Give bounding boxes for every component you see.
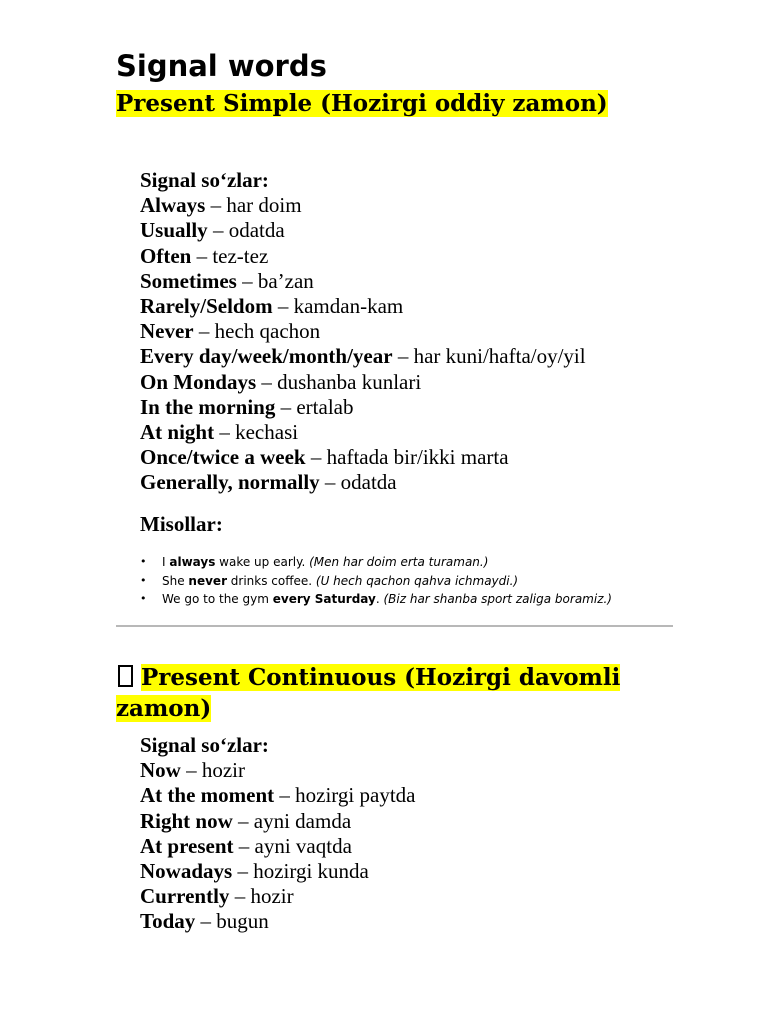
separator: – bbox=[392, 344, 414, 369]
separator: – bbox=[193, 319, 215, 344]
example-translation: (Men har doim erta turaman.) bbox=[309, 555, 489, 569]
signal-meaning: hech qachon bbox=[214, 319, 321, 344]
list-item bbox=[140, 193, 586, 218]
signal-meaning: odatda bbox=[340, 470, 397, 495]
separator: – bbox=[207, 218, 229, 243]
signal-meaning: ayni vaqtda bbox=[254, 833, 352, 858]
signal-meaning: bugun bbox=[216, 909, 269, 934]
signal-term: In the morning bbox=[140, 394, 276, 419]
separator: – bbox=[229, 884, 251, 909]
separator: – bbox=[191, 243, 213, 268]
signal-label bbox=[140, 733, 415, 758]
separator: – bbox=[233, 833, 255, 858]
page-title: Signal words bbox=[116, 49, 327, 83]
heading-highlight: Present Continuous (Hozirgi davomli zamon) bbox=[116, 664, 621, 722]
separator: – bbox=[272, 294, 294, 319]
example-item bbox=[140, 590, 612, 609]
list-item bbox=[140, 269, 586, 294]
example-translation: (U hech qachon qahva ichmaydi.) bbox=[315, 573, 519, 588]
signal-meaning: kechasi bbox=[235, 420, 299, 445]
list-item bbox=[140, 909, 415, 934]
list-item bbox=[140, 884, 415, 909]
list-item bbox=[140, 834, 415, 859]
section-heading-present-continuous bbox=[116, 662, 656, 724]
signal-meaning: ayni damda bbox=[253, 808, 352, 833]
example-text: drinks coffee. bbox=[226, 573, 316, 588]
signal-meaning: dushanba kunlari bbox=[277, 369, 422, 394]
signal-term: Often bbox=[140, 243, 192, 268]
signal-term: Right now bbox=[140, 808, 233, 833]
example-text: wake up early. bbox=[215, 555, 310, 569]
list-item bbox=[140, 859, 415, 884]
signal-term: At night bbox=[140, 420, 215, 445]
separator: – bbox=[274, 783, 296, 808]
bullet-icon: • bbox=[140, 573, 147, 587]
signal-label-text: Signal so‘zlar: bbox=[140, 168, 269, 192]
signal-term: Generally, normally bbox=[140, 470, 320, 495]
example-keyword: always bbox=[169, 555, 216, 569]
signal-term: Sometimes bbox=[140, 268, 237, 293]
examples-label: Misollar: bbox=[140, 512, 223, 536]
signal-term: At the moment bbox=[140, 783, 275, 808]
separator: – bbox=[180, 758, 202, 783]
bullet-icon: • bbox=[140, 555, 147, 568]
list-item bbox=[140, 783, 415, 808]
example-keyword: every Saturday bbox=[272, 592, 376, 606]
separator: – bbox=[305, 445, 327, 470]
missing-glyph-icon bbox=[118, 665, 133, 687]
separator: – bbox=[232, 808, 254, 833]
signal-meaning: hozir bbox=[250, 884, 294, 909]
signal-label-text: Signal so‘zlar: bbox=[140, 733, 269, 757]
signal-term: At present bbox=[140, 833, 234, 858]
separator: – bbox=[236, 268, 258, 293]
example-text: We go to the gym bbox=[162, 592, 273, 606]
signal-meaning: kamdan-kam bbox=[293, 294, 404, 319]
list-item bbox=[140, 758, 415, 783]
signal-term: Never bbox=[140, 319, 194, 344]
bullet-icon: • bbox=[140, 592, 147, 605]
list-item bbox=[140, 319, 586, 344]
signal-term: Once/twice a week bbox=[140, 445, 306, 470]
signal-meaning: hozirgi kunda bbox=[253, 859, 369, 884]
examples-list bbox=[140, 553, 612, 609]
signal-meaning: har kuni/hafta/oy/yil bbox=[413, 344, 586, 369]
separator: – bbox=[214, 420, 236, 445]
horizontal-rule bbox=[116, 625, 673, 627]
section-heading-present-simple bbox=[116, 88, 656, 119]
signal-word-list-present-continuous bbox=[140, 733, 415, 935]
signal-meaning: tez-tez bbox=[212, 243, 269, 268]
separator: – bbox=[232, 859, 254, 884]
signal-meaning: odatda bbox=[228, 218, 285, 243]
example-text: . bbox=[375, 592, 384, 606]
signal-meaning: har doim bbox=[226, 193, 302, 218]
example-text: I bbox=[162, 555, 170, 569]
separator: – bbox=[256, 369, 278, 394]
list-item bbox=[140, 470, 586, 495]
signal-meaning: haftada bir/ikki marta bbox=[326, 445, 509, 470]
separator: – bbox=[195, 909, 217, 934]
list-item bbox=[140, 294, 586, 319]
signal-term: Today bbox=[140, 909, 196, 934]
signal-term: Nowadays bbox=[140, 859, 233, 884]
list-item bbox=[140, 420, 586, 445]
example-item bbox=[140, 553, 612, 572]
signal-term: On Mondays bbox=[140, 369, 257, 394]
list-item bbox=[140, 218, 586, 243]
heading-highlight: Present Simple (Hozirgi oddiy zamon) bbox=[116, 90, 608, 117]
signal-term: Now bbox=[140, 758, 181, 783]
example-keyword: never bbox=[188, 573, 227, 588]
signal-word-list-present-simple bbox=[140, 168, 586, 496]
separator: – bbox=[275, 394, 297, 419]
signal-term: Rarely/Seldom bbox=[140, 294, 273, 319]
signal-meaning: ba’zan bbox=[257, 268, 314, 293]
separator: – bbox=[205, 193, 227, 218]
signal-meaning: hozir bbox=[201, 758, 245, 783]
list-item bbox=[140, 370, 586, 395]
signal-label bbox=[140, 168, 586, 193]
signal-term: Usually bbox=[140, 218, 208, 243]
signal-term: Currently bbox=[140, 884, 230, 909]
list-item bbox=[140, 344, 586, 369]
list-item bbox=[140, 244, 586, 269]
list-item bbox=[140, 809, 415, 834]
example-translation: (Biz har shanba sport zaliga boramiz.) bbox=[383, 592, 612, 606]
signal-meaning: hozirgi paytda bbox=[295, 783, 416, 808]
list-item bbox=[140, 395, 586, 420]
example-item bbox=[140, 572, 612, 591]
signal-term: Always bbox=[140, 193, 206, 218]
separator: – bbox=[319, 470, 341, 495]
list-item bbox=[140, 445, 586, 470]
example-text: She bbox=[162, 573, 189, 588]
signal-term: Every day/week/month/year bbox=[140, 344, 393, 369]
signal-meaning: ertalab bbox=[296, 394, 354, 419]
